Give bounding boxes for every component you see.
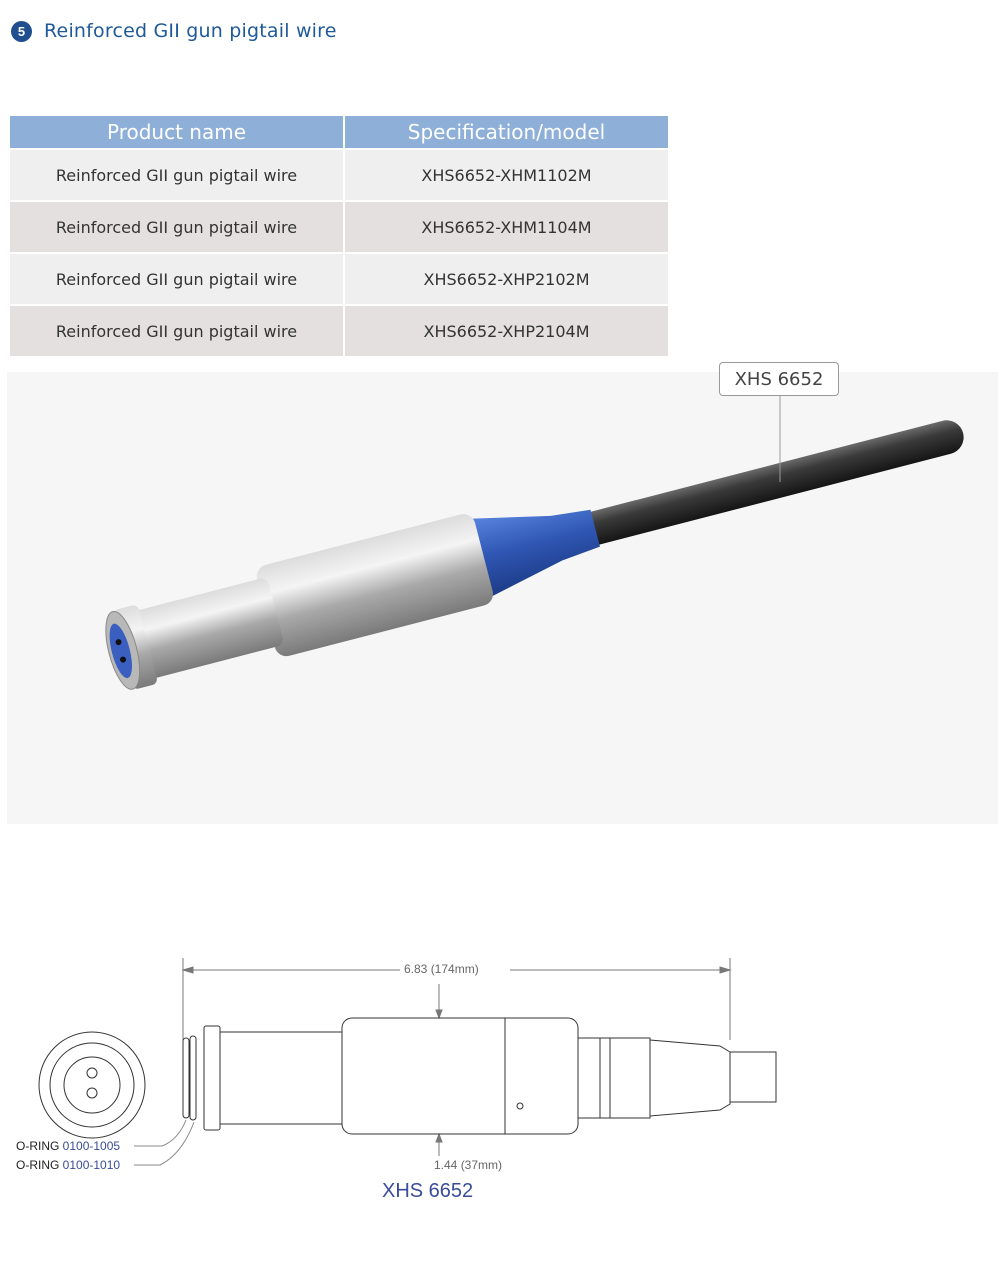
cell-model: XHS6652-XHM1104M <box>344 201 668 253</box>
connector-neck <box>131 577 284 680</box>
product-photo <box>7 372 998 824</box>
header-product-name: Product name <box>10 116 344 149</box>
oring-leaders <box>134 1120 194 1165</box>
pin-hole <box>87 1068 97 1078</box>
model-callout: XHS 6652 <box>719 362 839 396</box>
pigtail-connector-illustration <box>7 372 998 824</box>
cable <box>552 417 967 555</box>
table-row <box>10 149 668 201</box>
cell-product-name: Reinforced GII gun pigtail wire <box>10 253 344 305</box>
header-specification: Specification/model <box>344 116 668 149</box>
cell-model: XHS6652-XHM1102M <box>344 149 668 201</box>
cell-product-name: Reinforced GII gun pigtail wire <box>10 149 344 201</box>
cell-model: XHS6652-XHP2102M <box>344 253 668 305</box>
cell-product-name: Reinforced GII gun pigtail wire <box>10 201 344 253</box>
pin-hole <box>87 1088 97 1098</box>
length-dimension-label: 6.83 (174mm) <box>404 962 479 976</box>
oring-label-1 <box>16 1139 120 1153</box>
oring-code: 0100-1010 <box>62 1158 121 1172</box>
main-body <box>254 511 495 658</box>
diameter-dimension <box>436 984 442 1156</box>
table-header-row <box>10 116 668 149</box>
oring-code: 0100-1005 <box>62 1139 121 1153</box>
table-row <box>10 305 668 356</box>
table-row <box>10 201 668 253</box>
section-title: Reinforced GII gun pigtail wire <box>44 20 337 42</box>
spec-table <box>10 116 668 356</box>
oring-prefix: O-RING <box>16 1158 63 1172</box>
side-profile <box>183 1018 776 1134</box>
table-row <box>10 253 668 305</box>
cell-model: XHS6652-XHP2104M <box>344 305 668 356</box>
oring-prefix: O-RING <box>16 1139 63 1153</box>
oring-label-2 <box>16 1158 120 1172</box>
diameter-dimension-label: 1.44 (37mm) <box>434 1158 503 1172</box>
cell-product-name: Reinforced GII gun pigtail wire <box>10 305 344 356</box>
section-heading <box>11 20 337 42</box>
technical-drawing <box>0 940 1000 1220</box>
end-view <box>39 1032 145 1138</box>
drawing-model-label: XHS 6652 <box>382 1180 474 1202</box>
section-number-badge: 5 <box>11 21 32 42</box>
